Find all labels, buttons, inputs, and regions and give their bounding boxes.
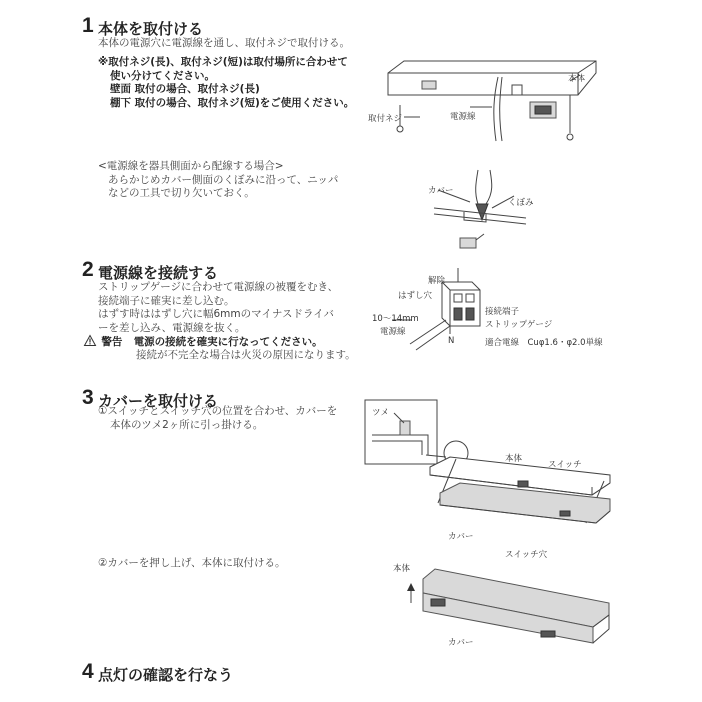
side-wiring-title: <電源線を器具側面から配線する場合>	[98, 160, 284, 172]
step3-substep2: ②カバーを押し上げ、本体に取付ける。	[98, 557, 286, 569]
fig1-label-body: 本体	[568, 74, 586, 84]
step2-title: 電源線を接続する	[98, 264, 219, 282]
step3-sub1-line: 本体のツメ2ヶ所に引っ掛ける。	[110, 418, 264, 431]
warning-icon	[84, 335, 96, 346]
fig1b-label-notch: くぼみ	[508, 198, 534, 208]
step3-number: 3	[82, 386, 94, 409]
fig4-label-cover: カバー	[448, 638, 474, 648]
fig3-label-switch-hole: スイッチ穴	[505, 550, 548, 560]
fig2-label-release: 解除	[428, 276, 446, 286]
step2-description	[98, 281, 338, 335]
fig3-label-switch: スイッチ	[548, 460, 582, 470]
step3-substep1	[98, 405, 337, 432]
fig1b-label-cover: カバー	[428, 186, 454, 196]
step2-desc-line: はずす時ははずし穴に幅6mmのマイナスドライバ	[98, 308, 334, 320]
step1-note-line: 使い分けてください。	[110, 69, 215, 82]
step4-number: 4	[82, 660, 94, 683]
cover-pushup-diagram	[395, 565, 615, 655]
fig2-label-neutral: N	[448, 336, 455, 346]
cover-notch-diagram	[430, 162, 530, 262]
mounting-diagram	[360, 55, 600, 155]
side-wiring-line: などの工具で切り欠いておく。	[108, 187, 255, 199]
warning-subtext: 接続が不完全な場合は火災の原因になります。	[136, 349, 356, 361]
fig1-label-power-wire: 電源線	[450, 112, 476, 122]
step1-note	[98, 56, 354, 110]
fig2-label-power-wire: 電源線	[380, 327, 406, 337]
step2-number: 2	[82, 258, 94, 281]
step1-description: 本体の電源穴に電源線を通し、取付ネジで取付ける。	[98, 37, 350, 49]
fig2-label-strip-length: 10～14mm	[372, 314, 419, 324]
warning-text: 電源の接続を確実に行なってください。	[133, 336, 323, 348]
step3-title: カバーを取付ける	[98, 392, 219, 410]
step2-desc-line: 接続端子に確実に差し込む。	[98, 294, 235, 307]
step4-title: 点灯の確認を行なう	[98, 666, 234, 684]
step1-title: 本体を取付ける	[98, 20, 204, 38]
fig1-label-screw: 取付ネジ	[368, 114, 403, 124]
fig2-label-terminal: 接続端子	[485, 307, 520, 317]
step2-desc-line: ストリップゲージに合わせて電源線の被覆をむき、	[98, 281, 339, 293]
fig2-label-release-hole: はずし穴	[398, 291, 433, 301]
step1-note-line: 棚下 取付の場合、取付ネジ(短)をご使用ください。	[110, 96, 355, 109]
fig3-label-cover: カバー	[448, 532, 474, 542]
side-wiring-line: あらかじめカバー側面のくぼみに沿って、ニッパ	[108, 173, 339, 186]
step1-number: 1	[82, 14, 94, 37]
warning-label: 警告	[101, 336, 123, 348]
step1-side-wiring	[98, 160, 338, 201]
fig4-label-body: 本体	[393, 564, 411, 574]
step2-desc-line: ーを差し込み、電源線を抜く。	[98, 321, 246, 334]
fig3-label-body: 本体	[505, 454, 523, 464]
step3-sub1-line: ①スイッチとスイッチ穴の位置を合わせ、カバーを	[98, 405, 338, 417]
step1-note-line: ※取付ネジ(長)、取付ネジ(短)は取付場所に合わせて	[98, 56, 348, 68]
step2-warning	[84, 335, 323, 350]
fig3-label-tab: ツメ	[372, 408, 389, 418]
fig2-label-strip-gauge: ストリップゲージ	[485, 320, 553, 330]
fig2-label-wire-spec: 適合電線 Cuφ1.6・φ2.0単線	[485, 338, 603, 348]
step1-note-line: 壁面 取付の場合、取付ネジ(長)	[110, 83, 260, 95]
cover-hook-diagram	[360, 395, 620, 545]
